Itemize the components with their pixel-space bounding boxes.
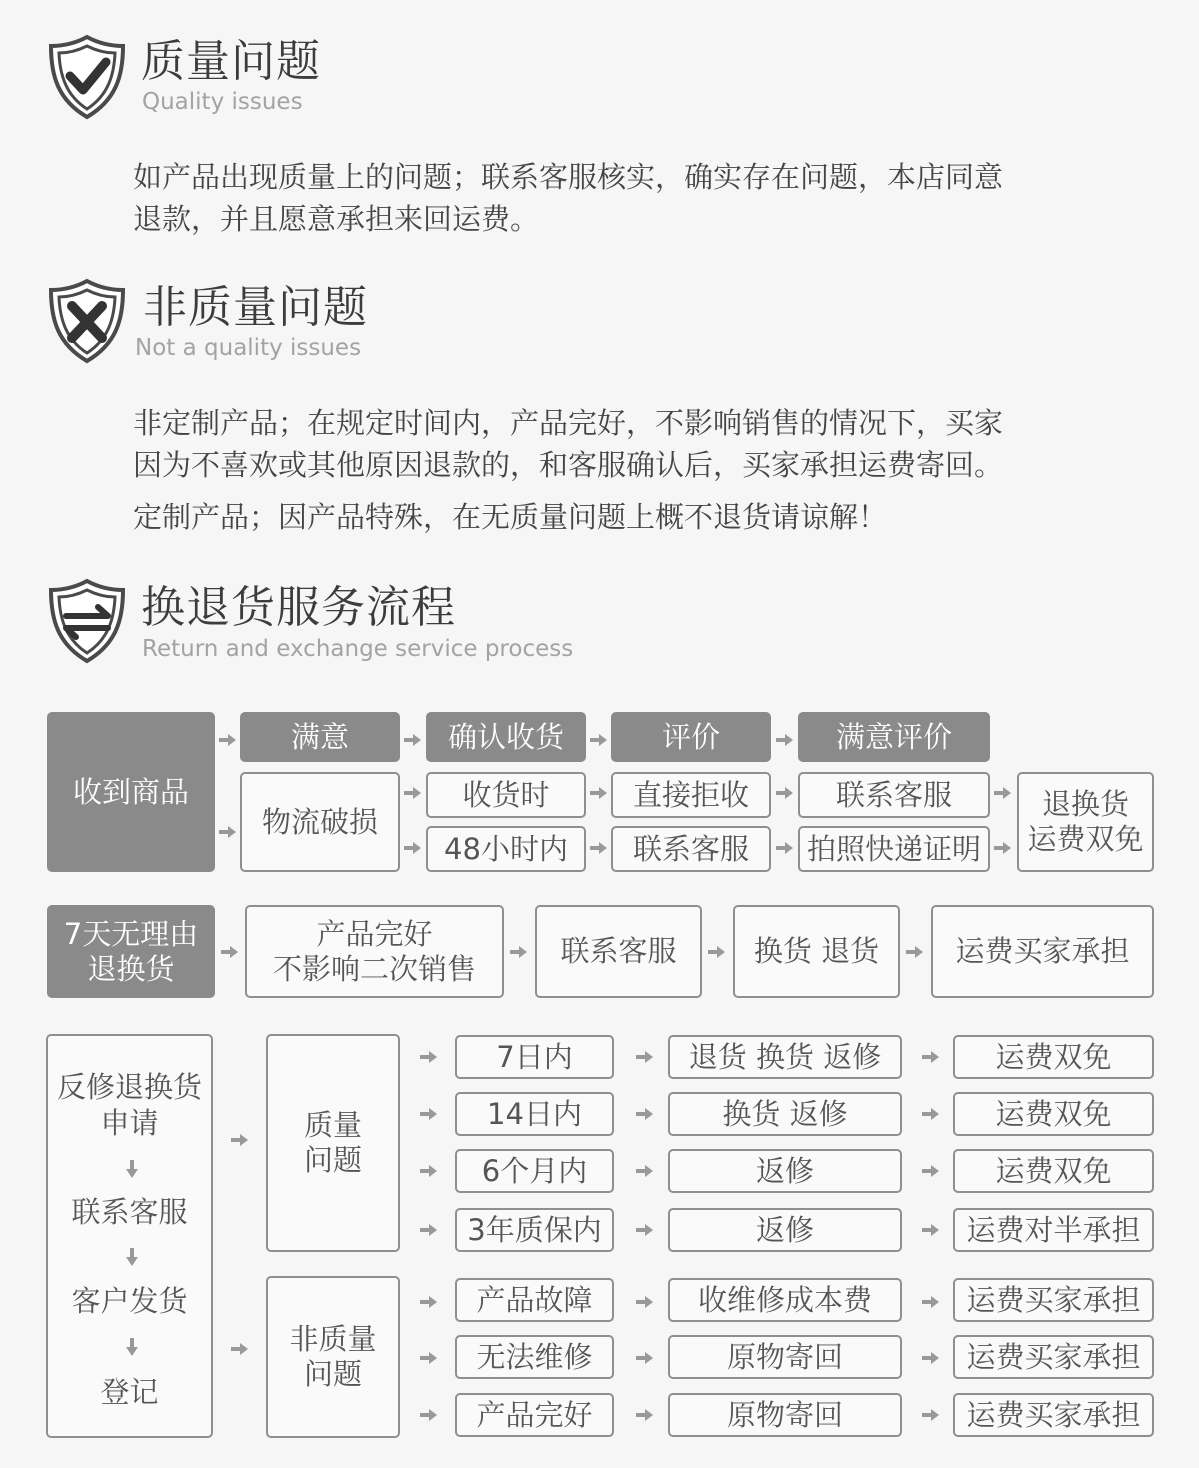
flow1-satisfied: 满意 xyxy=(240,712,400,762)
flow3-q-fee-4: 运费对半承担 xyxy=(953,1208,1154,1252)
flow3-q-fee-1: 运费双免 xyxy=(953,1035,1154,1079)
process-title: 换退货服务流程 xyxy=(141,582,456,633)
arrow-right-icon xyxy=(776,787,793,799)
arrow-right-icon xyxy=(420,1352,437,1364)
arrow-right-icon xyxy=(776,734,793,746)
flow1-photo-proof: 拍照快递证明 xyxy=(798,826,990,872)
flow3-non-quality-issue xyxy=(266,1276,400,1438)
arrow-right-icon xyxy=(420,1108,437,1120)
arrow-right-icon xyxy=(636,1352,653,1364)
arrow-right-icon xyxy=(221,946,238,958)
flow3-step-contact: 联系客服 xyxy=(71,1195,188,1229)
arrow-down-icon xyxy=(126,1248,138,1266)
flow3-nq-service-2: 原物寄回 xyxy=(668,1335,902,1379)
non-quality-title: 非质量问题 xyxy=(143,282,368,333)
arrow-right-icon xyxy=(420,1224,437,1236)
arrow-right-icon xyxy=(922,1165,939,1177)
quality-subtitle: Quality issues xyxy=(142,89,303,115)
arrow-right-icon xyxy=(922,1352,939,1364)
arrow-right-icon xyxy=(922,1296,939,1308)
non-quality-text-line2: 因为不喜欢或其他原因退款的，和客服确认后，买家承担运费寄回。 xyxy=(133,448,1004,482)
arrow-right-icon xyxy=(994,787,1011,799)
arrow-right-icon xyxy=(922,1224,939,1236)
flow1-review: 评价 xyxy=(611,712,771,762)
flow3-quality-issue xyxy=(266,1034,400,1252)
flow1-logistics-damage: 物流破损 xyxy=(240,772,400,872)
flow1-start-received: 收到商品 xyxy=(47,712,215,872)
flow3-q-service-1: 退货 换货 返修 xyxy=(668,1035,902,1079)
arrow-right-icon xyxy=(420,1296,437,1308)
process-subtitle: Return and exchange service process xyxy=(142,636,574,662)
flow3-q-period-2: 14日内 xyxy=(455,1092,614,1136)
arrow-right-icon xyxy=(404,842,421,854)
arrow-right-icon xyxy=(922,1051,939,1063)
arrow-right-icon xyxy=(636,1224,653,1236)
arrow-right-icon xyxy=(404,787,421,799)
flow3-step-apply-line1: 反修退换货 xyxy=(56,1070,202,1104)
flow3-q-fee-2: 运费双免 xyxy=(953,1092,1154,1136)
flow3-steps xyxy=(46,1034,213,1438)
arrow-right-icon xyxy=(420,1165,437,1177)
flow1-reject-directly: 直接拒收 xyxy=(611,772,771,818)
arrow-right-icon xyxy=(590,787,607,799)
non-quality-subtitle: Not a quality issues xyxy=(135,335,362,361)
flow3-quality-line1: 质量 xyxy=(303,1108,362,1143)
arrow-right-icon xyxy=(922,1409,939,1421)
flow3-nonquality-line1: 非质量 xyxy=(289,1322,377,1357)
flow1-satisfied-review: 满意评价 xyxy=(798,712,990,762)
flow2-cond-line2: 不影响二次销售 xyxy=(272,951,476,986)
arrow-right-icon xyxy=(776,842,793,854)
flow3-q-period-4: 3年质保内 xyxy=(455,1208,614,1252)
flow2-start-line2: 退换货 xyxy=(87,951,175,986)
quality-text-line1: 如产品出现质量上的问题；联系客服核实，确实存在问题，本店同意 xyxy=(133,160,1004,194)
non-quality-text-line1: 非定制产品；在规定时间内，产品完好，不影响销售的情况下，买家 xyxy=(133,406,1004,440)
arrow-down-icon xyxy=(126,1160,138,1178)
flow3-q-service-4: 返修 xyxy=(668,1208,902,1252)
flow3-nq-period-1: 产品故障 xyxy=(455,1278,614,1322)
flow3-step-ship: 客户发货 xyxy=(71,1284,188,1318)
flow3-quality-line2: 问题 xyxy=(303,1143,362,1177)
flow3-step-register: 登记 xyxy=(100,1375,159,1409)
flow3-nq-fee-2: 运费买家承担 xyxy=(953,1335,1154,1379)
arrow-right-icon xyxy=(636,1409,653,1421)
quality-title: 质量问题 xyxy=(141,36,321,87)
flow1-contact-service-b: 联系客服 xyxy=(611,826,771,872)
flow2-cond-line1: 产品完好 xyxy=(316,916,433,951)
flow2-exchange-return: 换货 退货 xyxy=(733,905,900,998)
flow3-nq-period-3: 产品完好 xyxy=(455,1393,614,1437)
arrow-right-icon xyxy=(636,1165,653,1177)
x-shield-icon xyxy=(48,278,126,364)
quality-text-line2: 退款，并且愿意承担来回运费。 xyxy=(133,202,540,236)
arrow-right-icon xyxy=(420,1409,437,1421)
arrow-right-icon xyxy=(590,734,607,746)
arrow-right-icon xyxy=(231,1134,248,1146)
flow1-within-48h: 48小时内 xyxy=(426,826,586,872)
flow1-on-receipt: 收货时 xyxy=(426,772,586,818)
flow3-q-service-3: 返修 xyxy=(668,1149,902,1193)
checkmark-shield-icon xyxy=(48,34,126,120)
flow3-nq-period-2: 无法维修 xyxy=(455,1335,614,1379)
flow3-nq-service-1: 收维修成本费 xyxy=(668,1278,902,1322)
flow2-buyer-pays-shipping: 运费买家承担 xyxy=(931,905,1154,998)
flow3-nq-service-3: 原物寄回 xyxy=(668,1393,902,1437)
flow2-condition xyxy=(245,905,504,998)
arrow-down-icon xyxy=(126,1338,138,1356)
flow3-nq-fee-3: 运费买家承担 xyxy=(953,1393,1154,1437)
flow1-result-line1: 退换货 xyxy=(1041,787,1129,822)
non-quality-text-line3: 定制产品；因产品特殊，在无质量问题上概不退货请谅解！ xyxy=(133,500,888,534)
arrow-right-icon xyxy=(708,946,725,958)
arrow-right-icon xyxy=(636,1296,653,1308)
arrow-right-icon xyxy=(994,842,1011,854)
arrow-right-icon xyxy=(636,1108,653,1120)
flow1-contact-service-a: 联系客服 xyxy=(798,772,990,818)
flow3-nq-fee-1: 运费买家承担 xyxy=(953,1278,1154,1322)
flow3-q-service-2: 换货 返修 xyxy=(668,1092,902,1136)
arrow-right-icon xyxy=(219,826,236,838)
flow3-q-period-1: 7日内 xyxy=(455,1035,614,1079)
arrow-right-icon xyxy=(636,1051,653,1063)
arrow-right-icon xyxy=(420,1051,437,1063)
arrow-right-icon xyxy=(231,1343,248,1355)
arrow-right-icon xyxy=(219,734,236,746)
arrow-right-icon xyxy=(590,842,607,854)
arrow-right-icon xyxy=(510,946,527,958)
flow3-nonquality-line2: 问题 xyxy=(303,1357,362,1391)
arrow-right-icon xyxy=(906,946,923,958)
flow1-confirm-receipt: 确认收货 xyxy=(426,712,586,762)
flow2-seven-day-return xyxy=(47,905,215,998)
exchange-shield-icon xyxy=(48,578,126,664)
flow1-result xyxy=(1017,772,1154,872)
flow3-q-fee-3: 运费双免 xyxy=(953,1149,1154,1193)
arrow-right-icon xyxy=(404,734,421,746)
flow3-q-period-3: 6个月内 xyxy=(455,1149,614,1193)
flow2-start-line1: 7天无理由 xyxy=(63,916,199,951)
flow1-result-line2: 运费双免 xyxy=(1027,822,1144,856)
arrow-right-icon xyxy=(922,1108,939,1120)
flow2-contact-service: 联系客服 xyxy=(535,905,702,998)
flow3-step-apply-line2: 申请 xyxy=(100,1106,159,1140)
